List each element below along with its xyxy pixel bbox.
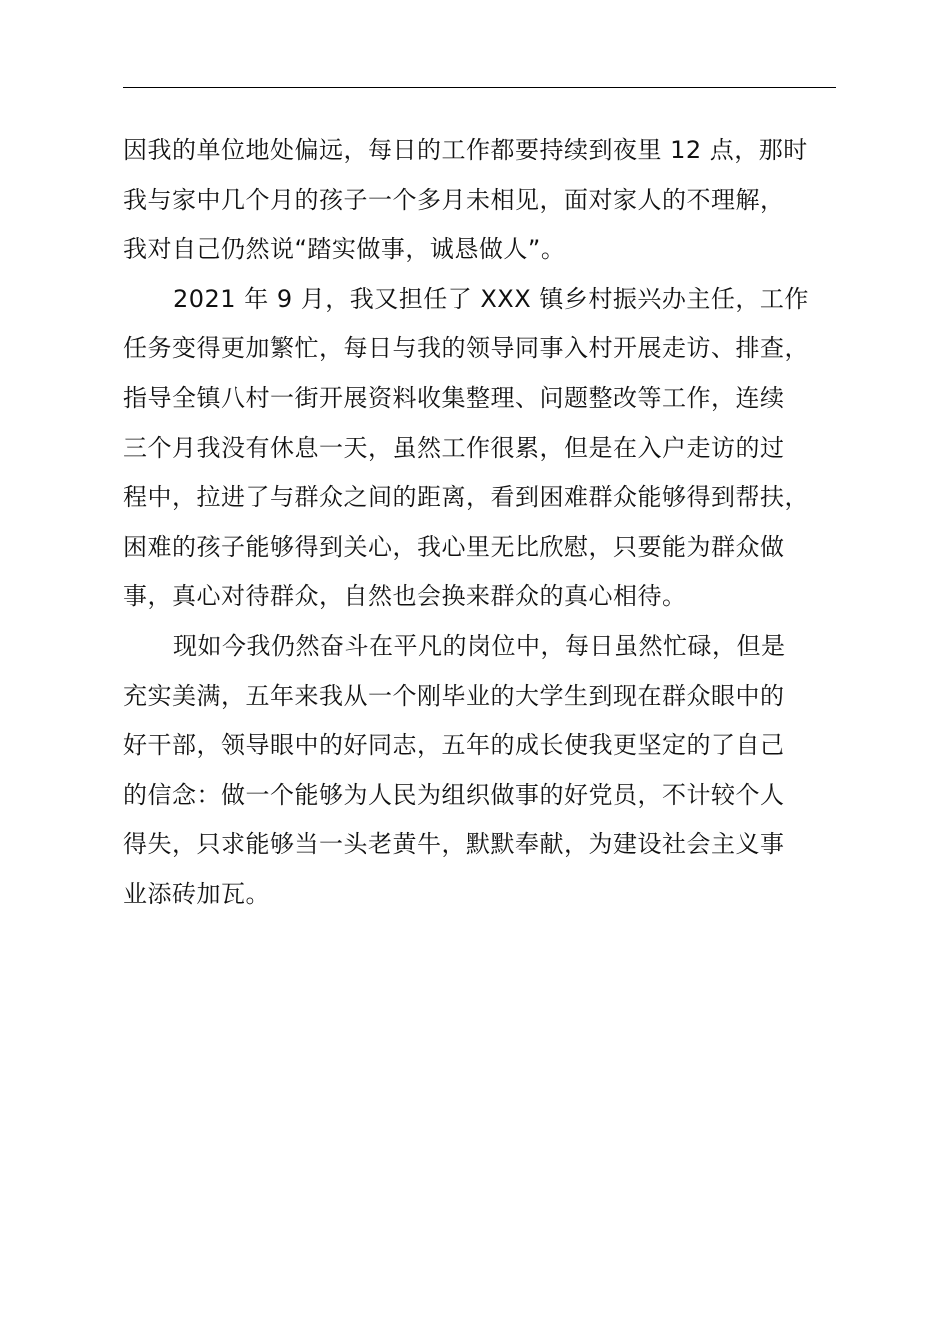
- text-line: 好干部，领导眼中的好同志，五年的成长使我更坚定的了自己: [123, 731, 785, 760]
- text-line: 我对自己仍然说“踏实做事，诚恳做人”。: [123, 235, 566, 264]
- text-line: 三个月我没有休息一天，虽然工作很累，但是在入户走访的过: [123, 433, 785, 462]
- text-line: 因我的单位地处偏远，每日的工作都要持续到夜里 12 点，那时: [123, 136, 808, 164]
- document-body: [123, 126, 863, 920]
- paragraph-start-line: 现如今我仍然奋斗在平凡的岗位中，每日虽然忙碌，但是: [173, 631, 786, 660]
- paragraph-start-line: 2021 年 9 月，我又担任了 XXX 镇乡村振兴办主任，工作: [173, 284, 809, 313]
- text-line: 困难的孩子能够得到关心，我心里无比欣慰，只要能为群众做: [123, 532, 785, 561]
- header-rule: [123, 87, 836, 88]
- text-line: 程中，拉进了与群众之间的距离，看到困难群众能够得到帮扶，: [123, 483, 809, 512]
- text-line: 充实美满，五年来我从一个刚毕业的大学生到现在群众眼中的: [123, 681, 785, 710]
- text-line: 任务变得更加繁忙，每日与我的领导同事入村开展走访、排查，: [123, 334, 809, 363]
- text-line: 指导全镇八村一街开展资料收集整理、问题整改等工作，连续: [123, 383, 785, 412]
- text-line: 业添砖加瓦。: [123, 879, 270, 908]
- text-line: 的信念：做一个能够为人民为组织做事的好党员，不计较个人: [123, 780, 785, 809]
- text-line: 我与家中几个月的孩子一个多月未相见，面对家人的不理解，: [123, 185, 785, 214]
- text-line: 得失，只求能够当一头老黄牛，默默奉献，为建设社会主义事: [123, 830, 785, 859]
- text-line: 事，真心对待群众，自然也会换来群众的真心相待。: [123, 582, 687, 611]
